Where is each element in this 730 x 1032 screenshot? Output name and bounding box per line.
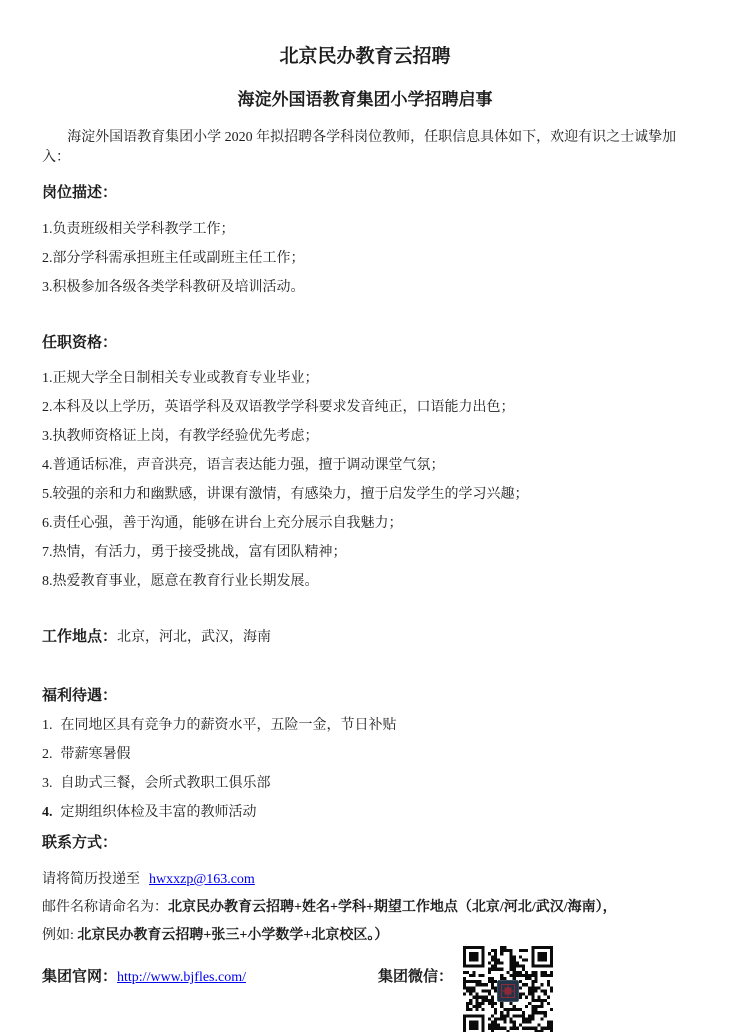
benefit-item-number: 3. bbox=[42, 776, 53, 791]
benefit-item bbox=[42, 716, 688, 736]
work-location-value: 北京，河北，武汉，海南 bbox=[117, 630, 272, 645]
benefit-item-text: 在同地区具有竞争力的薪资水平，五险一金，节日补贴 bbox=[60, 718, 397, 733]
email-naming-format: 北京民办教育云招聘+姓名+学科+期望工作地点（北京/河北/武汉/海南）， bbox=[168, 900, 617, 915]
wechat-qr-code bbox=[463, 946, 553, 1032]
benefit-item bbox=[42, 774, 688, 794]
qualification-item: 1.正规大学全日制相关专业或教育专业毕业； bbox=[42, 371, 319, 386]
qualification-item: 8.热爱教育事业，愿意在教育行业长期发展。 bbox=[42, 574, 319, 589]
qualification-item: 3.执教师资格证上岗，有教学经验优先考虑； bbox=[42, 429, 319, 444]
job-description-item: 2.部分学科需承担班主任或副班主任工作； bbox=[42, 251, 305, 266]
page-title: 北京民办教育云招聘 bbox=[279, 46, 451, 67]
qualification-item: 2.本科及以上学历，英语学科及双语教学学科要求发音纯正，口语能力出色； bbox=[42, 400, 515, 415]
job-description-list bbox=[42, 220, 688, 298]
section-heading-job-description: 岗位描述： bbox=[42, 185, 118, 201]
benefit-item bbox=[42, 803, 688, 823]
qualification-item: 5.较强的亲和力和幽默感，讲课有激情，有感染力，擅于启发学生的学习兴趣； bbox=[42, 487, 529, 502]
benefit-item-number: 2. bbox=[42, 747, 53, 762]
benefit-item-text: 带薪寒暑假 bbox=[60, 747, 131, 762]
section-heading-qualifications: 任职资格： bbox=[42, 335, 118, 351]
website-line bbox=[42, 946, 246, 988]
page-subtitle: 海淀外国语教育集团小学招聘启事 bbox=[237, 90, 493, 109]
website-label: 集团官网： bbox=[42, 969, 118, 985]
section-heading-contact: 联系方式： bbox=[42, 835, 118, 851]
email-naming-line bbox=[42, 898, 688, 918]
work-location-label: 工作地点： bbox=[42, 629, 118, 645]
qualifications-list bbox=[42, 369, 688, 592]
job-description-item: 3.积极参加各级各类学科教研及培训活动。 bbox=[42, 280, 305, 295]
footer-row bbox=[42, 946, 688, 1032]
benefit-item bbox=[42, 745, 688, 765]
intro-paragraph: 海淀外国语教育集团小学 2020 年拟招聘各学科岗位教师，任职信息具体如下，欢迎有识之士诚挚加入： bbox=[42, 130, 677, 165]
email-link[interactable]: hwxxzp@163.com bbox=[149, 872, 255, 887]
email-example-line bbox=[42, 926, 688, 946]
qualification-item: 4.普通话标准，声音洪亮，语言表达能力强，擅于调动课堂气氛； bbox=[42, 458, 445, 473]
benefit-item-number: 1. bbox=[42, 718, 53, 733]
example-value: 北京民办教育云招聘+张三+小学数学+北京校区。） bbox=[77, 928, 389, 943]
email-naming-prefix: 邮件名称请命名为： bbox=[42, 900, 168, 915]
example-prefix: 例如: bbox=[42, 928, 74, 943]
benefit-item-text: 定期组织体检及丰富的教师活动 bbox=[60, 805, 257, 820]
section-heading-benefits: 福利待遇： bbox=[42, 688, 118, 704]
resume-prefix: 请将简历投递至 bbox=[42, 872, 140, 887]
website-link[interactable]: http://www.bjfles.com/ bbox=[117, 970, 246, 985]
resume-submission-line bbox=[42, 870, 688, 890]
benefits-list bbox=[42, 716, 688, 823]
job-description-item: 1.负责班级相关学科教学工作； bbox=[42, 222, 235, 237]
wechat-label: 集团微信： bbox=[377, 969, 453, 985]
work-location-line bbox=[42, 627, 688, 648]
benefit-item-text: 自助式三餐，会所式教职工俱乐部 bbox=[60, 776, 271, 791]
qualification-item: 7.热情，有活力，勇于接受挑战，富有团队精神； bbox=[42, 545, 347, 560]
qualification-item: 6.责任心强，善于沟通，能够在讲台上充分展示自我魅力； bbox=[42, 516, 403, 531]
benefit-item-number: 4. bbox=[42, 805, 53, 820]
